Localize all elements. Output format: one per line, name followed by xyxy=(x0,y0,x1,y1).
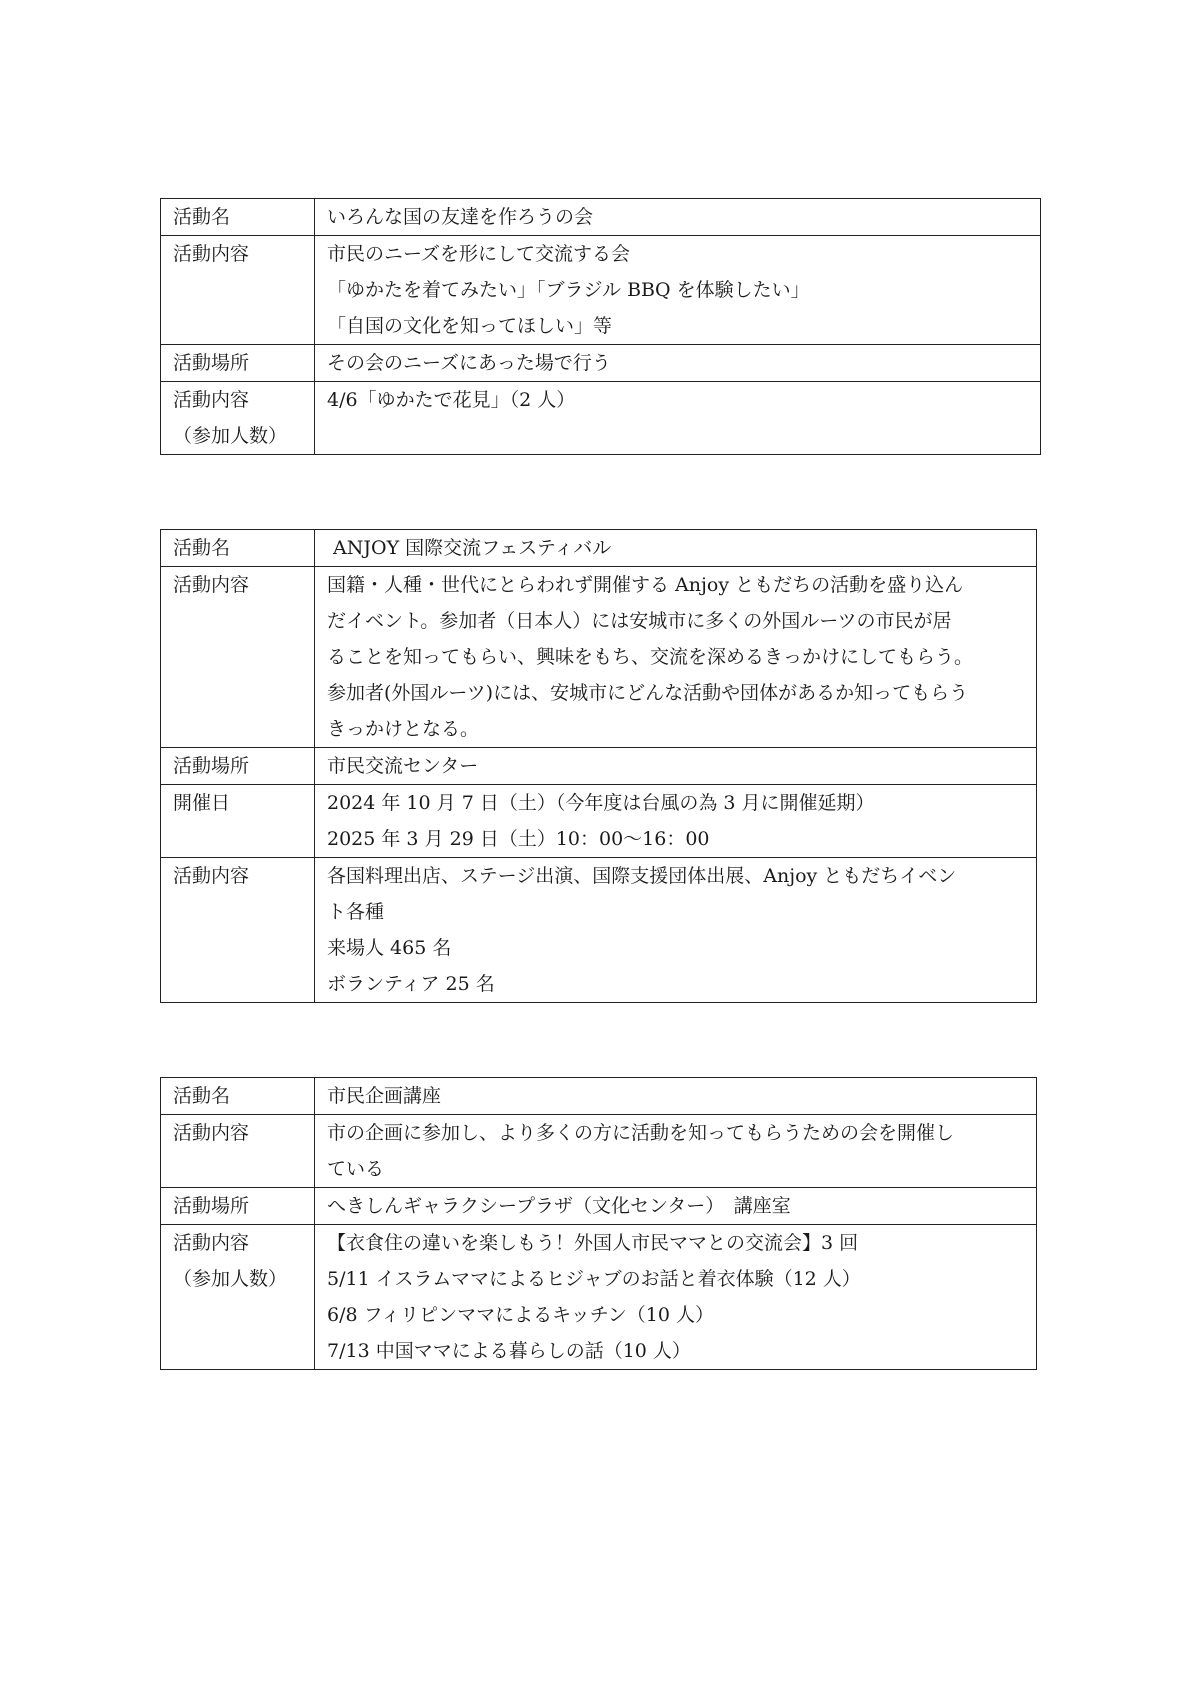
row-label: 活動場所 xyxy=(161,1188,315,1225)
activity-table-2 xyxy=(160,529,1037,1003)
table-row xyxy=(161,1115,1037,1188)
row-value: いろんな国の友達を作ろうの会 xyxy=(315,199,1041,236)
row-label: 開催日 xyxy=(161,785,315,858)
row-value: 市民のニーズを形にして交流する会 「ゆかたを着てみたい」「ブラジル BBQ を体験したい」 「自国の文化を知ってほしい」等 xyxy=(315,236,1041,345)
table-row xyxy=(161,567,1037,748)
table-row xyxy=(161,1225,1037,1370)
row-value: 各国料理出店、ステージ出演、国際支援団体出展、Anjoy ともだちイベン ト各種 来場人 465 名 ボランティア 25 名 xyxy=(315,858,1037,1003)
row-sublabel: （参加人数） xyxy=(173,1268,288,1290)
row-label: 活動内容 xyxy=(161,1115,315,1188)
table-row xyxy=(161,236,1041,345)
table-row xyxy=(161,530,1037,567)
table-row xyxy=(161,1078,1037,1115)
row-value: その会のニーズにあった場で行う xyxy=(315,345,1041,382)
activity-table-3 xyxy=(160,1077,1037,1370)
row-label: 活動内容 （参加人数） xyxy=(161,382,315,455)
row-label: 活動名 xyxy=(161,530,315,567)
row-label: 活動場所 xyxy=(161,345,315,382)
row-value: 4/6「ゆかたで花見」（2 人） xyxy=(315,382,1041,455)
row-value: へきしんギャラクシープラザ（文化センター） 講座室 xyxy=(315,1188,1037,1225)
table-row xyxy=(161,858,1037,1003)
table-row xyxy=(161,1188,1037,1225)
row-label: 活動内容 xyxy=(161,567,315,748)
row-value: 市民企画講座 xyxy=(315,1078,1037,1115)
row-label: 活動内容 （参加人数） xyxy=(161,1225,315,1370)
table-row xyxy=(161,345,1041,382)
activity-table-1 xyxy=(160,198,1041,455)
row-value: 市民交流センター xyxy=(315,748,1037,785)
row-value: 2024 年 10 月 7 日（土）（今年度は台風の為 3 月に開催延期） 2025 年 3 月 29 日（土）10：00～16：00 xyxy=(315,785,1037,858)
row-value: ANJOY 国際交流フェスティバル xyxy=(315,530,1037,567)
table-row xyxy=(161,199,1041,236)
row-label: 活動名 xyxy=(161,1078,315,1115)
row-label: 活動名 xyxy=(161,199,315,236)
table-row xyxy=(161,748,1037,785)
row-sublabel: （参加人数） xyxy=(173,425,288,447)
row-value: 【衣食住の違いを楽しもう！外国人市民ママとの交流会】3 回 5/11 イスラムママによるヒジャブのお話と着衣体験（12 人） 6/8 フィリピンママによるキッチン（10 人） 7/13 中国ママによる暮らしの話（10 人） xyxy=(315,1225,1037,1370)
row-label: 活動内容 xyxy=(161,858,315,1003)
row-label: 活動内容 xyxy=(161,236,315,345)
table-row xyxy=(161,785,1037,858)
table-row xyxy=(161,382,1041,455)
row-value: 国籍・人種・世代にとらわれず開催する Anjoy ともだちの活動を盛り込ん だイベント。参加者（日本人）には安城市に多くの外国ルーツの市民が居 ることを知ってもらい、興味をもち、交流を深めるきっかけにしてもらう。 参加者(外国ルーツ)には、安城市にどんな活動や団体があるか知ってもらう きっかけとなる。 xyxy=(315,567,1037,748)
row-value: 市の企画に参加し、より多くの方に活動を知ってもらうための会を開催し ている xyxy=(315,1115,1037,1188)
row-label: 活動場所 xyxy=(161,748,315,785)
